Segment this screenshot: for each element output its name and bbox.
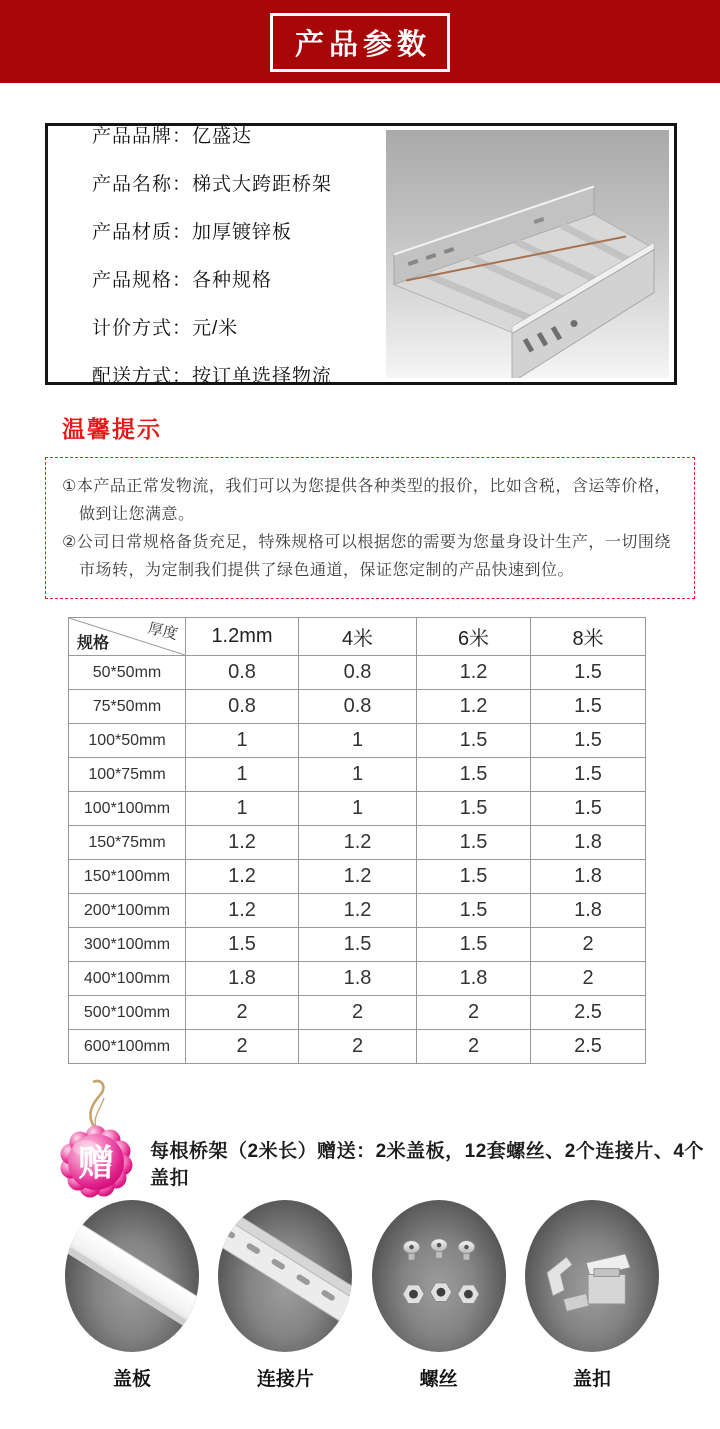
accessory-label: 螺丝 [419,1369,458,1390]
tips-title: 温馨提示 [62,416,162,442]
product-photo [386,130,669,378]
product-field-row [92,169,386,196]
spec-header-row [69,618,646,656]
corner-label-thickness: 厚度 [146,619,180,644]
spec-value-cell: 0.8 [299,656,417,690]
tip-item: ②公司日常规格备货充足，特殊规格可以根据您的需要为您量身设计生产，一切围绕市场转，为定制我们提供了绿色通道，保证您定制的产品快速到位。 [62,534,671,579]
spec-row [69,996,646,1030]
spec-value-cell: 0.8 [186,690,299,724]
spec-label-cell: 100*75mm [69,758,186,792]
spec-label-cell: 600*100mm [69,1030,186,1064]
field-value: 元/米 [192,317,239,339]
spec-row [69,724,646,758]
ladder-tray-graphic [386,130,669,378]
spec-label-cell: 500*100mm [69,996,186,1030]
spec-value-cell: 1 [186,724,299,758]
field-value: 梯式大跨距桥架 [192,173,333,195]
gift-text: 每根桥架（2米长）赠送：2米盖板，12套螺丝、2个连接片、4个盖扣 [150,1141,704,1189]
spec-label-cell: 75*50mm [69,690,186,724]
spec-label-cell: 400*100mm [69,962,186,996]
accessory-label: 盖板 [112,1369,151,1390]
spec-value-cell: 1.5 [417,724,531,758]
spec-value-cell: 1.5 [299,928,417,962]
spec-value-cell: 1.5 [417,894,531,928]
spec-value-cell: 1.8 [531,894,646,928]
spec-value-cell: 1.5 [417,860,531,894]
spec-value-cell: 1.8 [299,962,417,996]
accessory-photo [218,1200,352,1352]
field-label: 产品品牌： [92,125,193,147]
spec-row [69,792,646,826]
spec-value-cell: 1.2 [417,656,531,690]
banner [0,0,720,83]
accessory-photo [525,1200,659,1352]
product-field-row [92,361,386,388]
accessory-item [369,1200,509,1391]
column-header: 4米 [299,618,417,656]
page-title: 产品参数 [294,28,431,61]
spec-row [69,826,646,860]
gift-tag-icon [54,1074,140,1198]
spec-row [69,690,646,724]
spec-value-cell: 1.5 [417,826,531,860]
spec-value-cell: 1 [299,724,417,758]
spec-value-cell: 2 [417,996,531,1030]
spec-value-cell: 2 [417,1030,531,1064]
field-label: 产品材质： [92,221,193,243]
spec-value-cell: 1.5 [531,690,646,724]
product-info-box [45,123,677,385]
spec-value-cell: 1 [299,792,417,826]
spec-value-cell: 1 [186,792,299,826]
spec-value-cell: 1 [299,758,417,792]
spec-row [69,656,646,690]
accessory-label: 盖扣 [572,1369,611,1390]
spec-table-body [69,656,646,1064]
spec-label-cell: 50*50mm [69,656,186,690]
spec-row [69,928,646,962]
column-header: 1.2mm [186,618,299,656]
spec-value-cell: 1.5 [417,758,531,792]
spec-table [68,617,646,1064]
column-header: 8米 [531,618,646,656]
product-field-row [92,121,386,148]
accessory-item [215,1200,355,1391]
spec-value-cell: 2 [299,1030,417,1064]
spec-label-cell: 100*100mm [69,792,186,826]
spec-value-cell: 2 [531,962,646,996]
spec-value-cell: 2 [186,1030,299,1064]
spec-value-cell: 1.5 [531,758,646,792]
spec-value-cell: 2 [299,996,417,1030]
tips-box [45,457,695,599]
field-label: 产品名称： [92,173,193,195]
product-fields [48,121,386,388]
spec-row [69,860,646,894]
spec-value-cell: 1.2 [417,690,531,724]
spec-label-cell: 150*75mm [69,826,186,860]
field-label: 计价方式： [92,317,193,339]
spec-label-cell: 200*100mm [69,894,186,928]
connector-strip-icon [218,1200,352,1352]
field-value: 加厚镀锌板 [192,221,293,243]
spec-label-cell: 150*100mm [69,860,186,894]
spec-row [69,894,646,928]
accessory-photo [65,1200,199,1352]
field-label: 配送方式： [92,365,193,387]
spec-value-cell: 1.2 [186,860,299,894]
spec-row [69,962,646,996]
page-title-box [270,13,450,72]
spec-value-cell: 1.5 [531,724,646,758]
spec-value-cell: 1.2 [186,826,299,860]
field-value: 按订单选择物流 [192,365,333,387]
spec-value-cell: 2.5 [531,1030,646,1064]
spec-value-cell: 1.8 [531,826,646,860]
accessory-photo [372,1200,506,1352]
spec-value-cell: 1.5 [417,792,531,826]
accessory-item [62,1200,202,1391]
spec-value-cell: 2 [186,996,299,1030]
screws-icon [372,1200,506,1352]
spec-value-cell: 0.8 [299,690,417,724]
spec-row [69,1030,646,1064]
spec-value-cell: 1.5 [531,656,646,690]
spec-label-cell: 300*100mm [69,928,186,962]
product-field-row [92,217,386,244]
column-header: 6米 [417,618,531,656]
spec-value-cell: 1.2 [186,894,299,928]
spec-value-cell: 1.8 [186,962,299,996]
product-field-row [92,265,386,292]
spec-value-cell: 1.8 [417,962,531,996]
spec-value-cell: 1.5 [417,928,531,962]
spec-value-cell: 1.2 [299,860,417,894]
spec-value-cell: 1.5 [531,792,646,826]
spec-value-cell: 0.8 [186,656,299,690]
spec-value-cell: 1.5 [186,928,299,962]
cover-plate-icon [65,1200,199,1352]
spec-value-cell: 2 [531,928,646,962]
spec-label-cell: 100*50mm [69,724,186,758]
spec-value-cell: 1.2 [299,894,417,928]
table-corner-cell [69,618,186,656]
spec-value-cell: 2.5 [531,996,646,1030]
spec-row [69,758,646,792]
gift-badge-character: 赠 [77,1142,115,1183]
corner-label-spec: 规格 [77,635,110,652]
tip-item: ①本产品正常发物流，我们可以为您提供各种类型的报价，比如含税，含运等价格，做到让您满意。 [62,478,671,523]
spec-value-cell: 1.2 [299,826,417,860]
gift-section [0,1074,720,1198]
accessories-row [0,1200,720,1391]
accessory-item [522,1200,662,1391]
field-value: 亿盛达 [192,125,253,147]
cover-clip-icon [525,1200,659,1352]
spec-value-cell: 1.8 [531,860,646,894]
accessory-label: 连接片 [256,1369,314,1390]
product-field-row [92,313,386,340]
field-value: 各种规格 [192,269,273,291]
spec-value-cell: 1 [186,758,299,792]
field-label: 产品规格： [92,269,193,291]
